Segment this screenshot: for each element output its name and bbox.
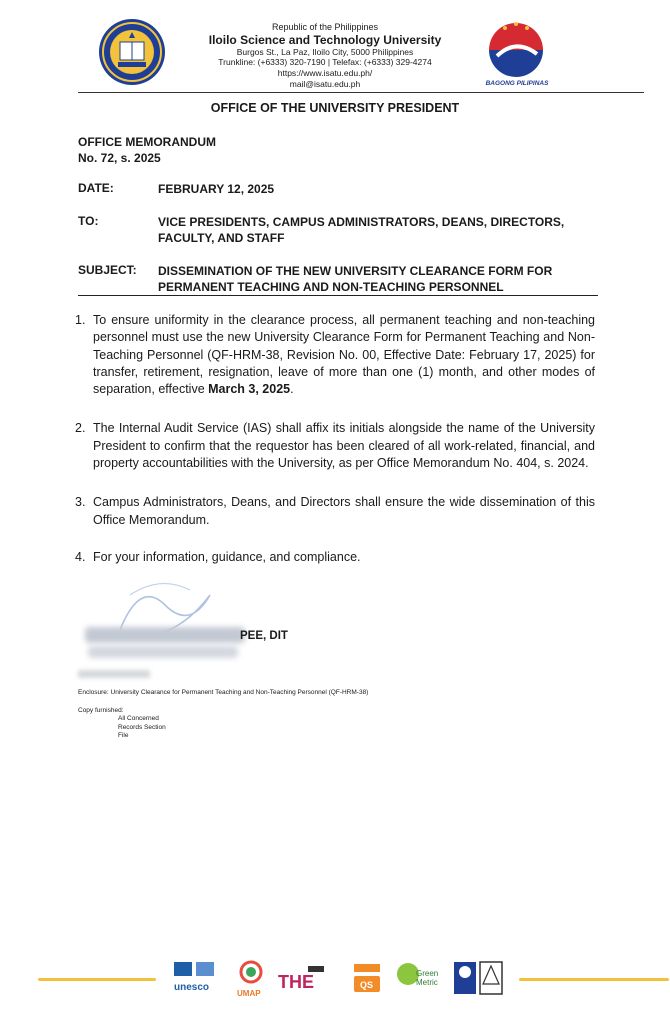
svg-text:QS: QS xyxy=(360,980,374,990)
svg-text:UMAP: UMAP xyxy=(237,989,261,998)
copy-item: All Concerned xyxy=(118,715,159,722)
email: mail@isatu.edu.ph xyxy=(289,79,361,89)
copy-furnished-list xyxy=(118,715,166,741)
list-item xyxy=(75,420,595,472)
copy-item: File xyxy=(118,732,129,739)
redacted-reference xyxy=(78,670,150,678)
memo-number: No. 72, s. 2025 xyxy=(78,151,161,165)
enclosure-note: Enclosure: University Clearance for Permanent Teaching and Non-Teaching Personnel (QF-HRM-38) xyxy=(78,689,369,696)
list-item xyxy=(75,312,595,398)
the-rankings-logo xyxy=(278,958,326,1002)
subject-value: DISSEMINATION OF THE NEW UNIVERSITY CLEARANCE FORM FOR PERMANENT TEACHING AND NON-TEACHING PERSONNEL xyxy=(158,264,553,294)
to-value: VICE PRESIDENTS, CAMPUS ADMINISTRATORS, DEANS, DIRECTORS, FACULTY, AND STAFF xyxy=(158,215,565,245)
qs-logo xyxy=(352,958,382,1002)
signatory-suffix: PEE, DIT xyxy=(240,630,288,642)
list-item-number: 4. xyxy=(75,549,86,564)
list-item-number: 2. xyxy=(75,421,86,436)
subject-divider xyxy=(78,295,598,296)
to-label: TO: xyxy=(78,214,99,228)
svg-text:Green: Green xyxy=(416,969,439,978)
ui-greenmetric-logo xyxy=(394,958,444,1002)
effective-date: March 3, 2025 xyxy=(208,382,291,397)
list-item-text: Campus Administrators, Deans, and Directors shall ensure the wide dissemination of this Office Memorandum. xyxy=(93,495,595,527)
unesco-logo xyxy=(172,958,222,1002)
bagong-pilipinas-logo xyxy=(483,20,549,78)
svg-text:unesco: unesco xyxy=(174,982,210,993)
republic-line: Republic of the Philippines xyxy=(271,22,379,32)
header-divider xyxy=(78,92,644,93)
flag-caption: BAGONG PILIPINAS xyxy=(485,80,549,87)
date-label: DATE: xyxy=(78,181,114,195)
umap-logo xyxy=(236,958,266,1002)
memo-body-list xyxy=(75,312,595,566)
list-item-text: For your information, guidance, and compliance. xyxy=(93,549,361,564)
memo-title: OFFICE MEMORANDUM xyxy=(78,135,216,149)
office-title: OFFICE OF THE UNIVERSITY PRESIDENT xyxy=(210,101,460,115)
list-item xyxy=(75,549,595,566)
university-seal-logo xyxy=(98,18,166,86)
trunkline: Trunkline: (+6333) 320-7190 | Telefax: (+6333) 329-4274 xyxy=(218,57,432,67)
university-address: Burgos St., La Paz, Iloilo City, 5000 Philippines xyxy=(236,47,414,57)
svg-text:THE: THE xyxy=(278,972,314,992)
iso-ukas-logo xyxy=(452,958,506,1002)
footer-accent-line xyxy=(38,978,156,981)
website: https://www.isatu.edu.ph/ xyxy=(277,68,373,78)
list-item-text: The Internal Audit Service (IAS) shall affix its initials alongside the name of the University President to confirm that the requestor has been cleared of all work-related, financial, and property accountabilities with the University, as per Office Memorandum No. 404, s. 2024. xyxy=(93,421,595,471)
university-name: Iloilo Science and Technology University xyxy=(208,33,442,47)
list-item xyxy=(75,494,595,529)
footer-accent-line xyxy=(519,978,669,981)
redacted-signatory-title xyxy=(88,646,238,658)
copy-furnished-label: Copy furnished: xyxy=(78,707,124,714)
date-value: FEBRUARY 12, 2025 xyxy=(158,182,275,196)
subject-label: SUBJECT: xyxy=(78,263,137,277)
list-item-number: 3. xyxy=(75,495,86,510)
copy-item: Records Section xyxy=(118,723,166,731)
list-item-number: 1. xyxy=(75,313,86,327)
list-item-text: To ensure uniformity in the clearance process, all permanent teaching and non-teaching personnel must use the new University Clearance Form for Permanent Teaching and Non-Teaching Personnel (QF-HRM-38, Revision No. 00, Effective Date: February 17, 2025) for transfer, retirement, resignation, leave of more than one (1) month, and other modes of separation, effective March 3, 2025. xyxy=(93,313,595,397)
svg-text:Metric: Metric xyxy=(416,978,438,987)
redacted-signatory-name xyxy=(85,627,245,643)
